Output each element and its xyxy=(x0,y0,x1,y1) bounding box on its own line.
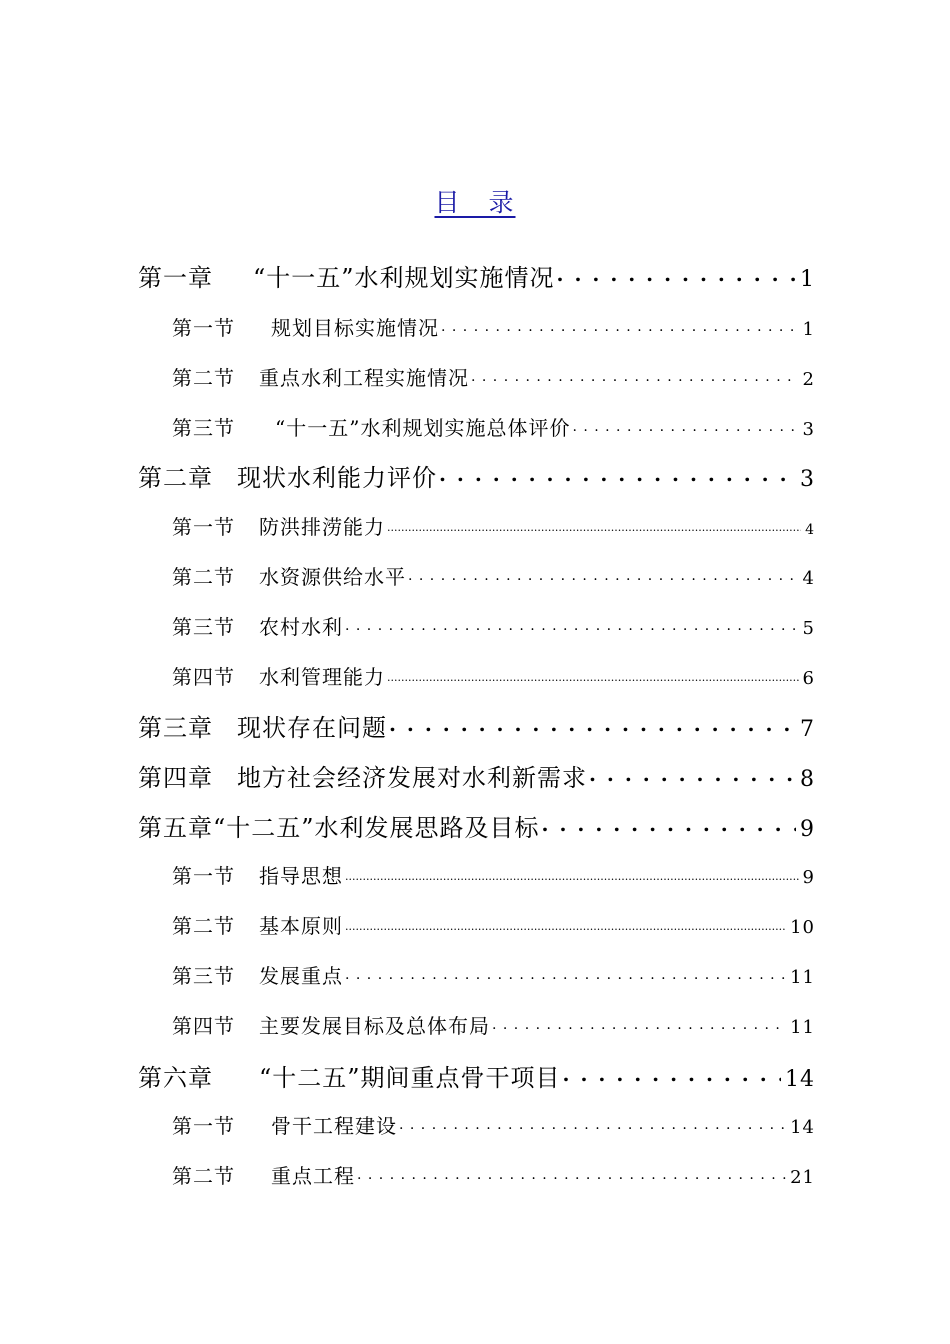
chapter-title: “十二五”水利发展思路及目标 xyxy=(213,814,540,842)
page-number: 5 xyxy=(802,618,815,639)
dot-leader xyxy=(345,863,799,883)
section-title: 重点工程 xyxy=(271,1164,355,1188)
dot-leader xyxy=(492,1013,786,1033)
dot-leader xyxy=(357,1163,786,1183)
toc-entry-chapter-1[interactable] xyxy=(138,258,815,293)
dot-leader xyxy=(471,365,799,385)
chapter-number: 第五章 xyxy=(138,814,213,842)
toc-entry-section[interactable] xyxy=(172,1110,815,1139)
dot-leader xyxy=(557,262,796,286)
section-title: 水资源供给水平 xyxy=(259,565,406,589)
toc-entry-section[interactable] xyxy=(172,1010,815,1039)
page-number: 4 xyxy=(805,522,815,538)
page-number: 14 xyxy=(785,1067,815,1092)
page-number: 6 xyxy=(802,668,815,689)
page-number: 14 xyxy=(790,1117,815,1138)
toc-entry-section[interactable] xyxy=(172,412,815,441)
dot-leader xyxy=(439,462,796,486)
dot-leader xyxy=(563,1062,781,1086)
dot-leader xyxy=(345,963,786,983)
toc-entry-chapter-4[interactable] xyxy=(138,758,815,793)
page-number: 9 xyxy=(802,867,815,888)
toc-entry-section[interactable] xyxy=(172,860,815,889)
page-number: 11 xyxy=(790,1017,815,1038)
chapter-title: 现状水利能力评价 xyxy=(237,464,437,492)
section-number: 第二节 xyxy=(172,914,235,938)
dot-leader xyxy=(389,712,796,736)
dot-leader xyxy=(542,812,796,836)
section-title: 农村水利 xyxy=(259,615,343,639)
dot-leader xyxy=(399,1113,786,1133)
toc-entry-chapter-2[interactable] xyxy=(138,458,815,493)
section-title: 重点水利工程实施情况 xyxy=(259,366,469,390)
toc-entry-section[interactable] xyxy=(172,661,815,690)
page-number: 21 xyxy=(790,1167,815,1188)
chapter-number: 第三章 xyxy=(138,714,213,742)
toc-entry-section[interactable] xyxy=(172,1160,815,1189)
toc-entry-chapter-3[interactable] xyxy=(138,708,815,743)
toc-entry-section[interactable] xyxy=(172,910,815,939)
section-number: 第三节 xyxy=(172,615,235,639)
section-number: 第四节 xyxy=(172,1014,235,1038)
toc-entry-chapter-5[interactable] xyxy=(138,808,815,843)
page-number: 3 xyxy=(800,467,815,492)
section-title: 基本原则 xyxy=(259,914,343,938)
page-number: 3 xyxy=(802,419,815,440)
section-title: 规划目标实施情况 xyxy=(271,316,439,340)
chapter-title: 地方社会经济发展对水利新需求 xyxy=(237,764,587,792)
section-number: 第二节 xyxy=(172,366,235,390)
dot-leader xyxy=(387,664,799,684)
page-number: 9 xyxy=(800,817,815,842)
toc-title xyxy=(0,183,950,219)
section-number: 第二节 xyxy=(172,1164,235,1188)
chapter-title: “十一五”水利规划实施情况 xyxy=(253,264,555,292)
dot-leader xyxy=(441,315,799,335)
dot-leader xyxy=(589,762,796,786)
section-number: 第一节 xyxy=(172,515,235,539)
toc-title-text[interactable]: 目 录 xyxy=(434,188,516,217)
chapter-title: 现状存在问题 xyxy=(237,714,387,742)
page-number: 1 xyxy=(802,319,815,340)
page-number: 4 xyxy=(802,568,815,589)
page-number: 1 xyxy=(800,267,815,292)
section-number: 第四节 xyxy=(172,665,235,689)
page-number: 7 xyxy=(800,717,815,742)
section-title: 防洪排涝能力 xyxy=(259,515,385,539)
toc-entry-section[interactable] xyxy=(172,511,815,540)
toc-entry-section[interactable] xyxy=(172,561,815,590)
section-number: 第一节 xyxy=(172,864,235,888)
dot-leader xyxy=(408,564,799,584)
page-number: 2 xyxy=(802,369,815,390)
dot-leader xyxy=(345,614,799,634)
chapter-number: 第一章 xyxy=(138,264,213,292)
section-number: 第二节 xyxy=(172,565,235,589)
section-title: 指导思想 xyxy=(259,864,343,888)
section-number: 第一节 xyxy=(172,1114,235,1138)
toc-entry-section[interactable] xyxy=(172,362,815,391)
section-title: 发展重点 xyxy=(259,964,343,988)
section-title: 骨干工程建设 xyxy=(271,1114,397,1138)
dot-leader xyxy=(572,415,798,435)
section-number: 第一节 xyxy=(172,316,235,340)
toc-entry-section[interactable] xyxy=(172,312,815,341)
section-title: 主要发展目标及总体布局 xyxy=(259,1014,490,1038)
toc-entry-section[interactable] xyxy=(172,960,815,989)
section-title: “十一五”水利规划实施总体评价 xyxy=(275,416,571,440)
page-number: 10 xyxy=(790,917,815,938)
chapter-number: 第六章 xyxy=(138,1064,213,1092)
section-number: 第三节 xyxy=(172,964,235,988)
dot-leader xyxy=(345,913,786,933)
chapter-title: “十二五”期间重点骨干项目 xyxy=(259,1064,561,1092)
toc-entry-chapter-6[interactable] xyxy=(138,1058,815,1093)
section-title: 水利管理能力 xyxy=(259,665,385,689)
page-number: 11 xyxy=(790,967,815,988)
toc-entry-section[interactable] xyxy=(172,611,815,640)
chapter-number: 第四章 xyxy=(138,764,213,792)
page-number: 8 xyxy=(800,767,815,792)
section-number: 第三节 xyxy=(172,416,235,440)
dot-leader xyxy=(387,514,801,534)
chapter-number: 第二章 xyxy=(138,464,213,492)
